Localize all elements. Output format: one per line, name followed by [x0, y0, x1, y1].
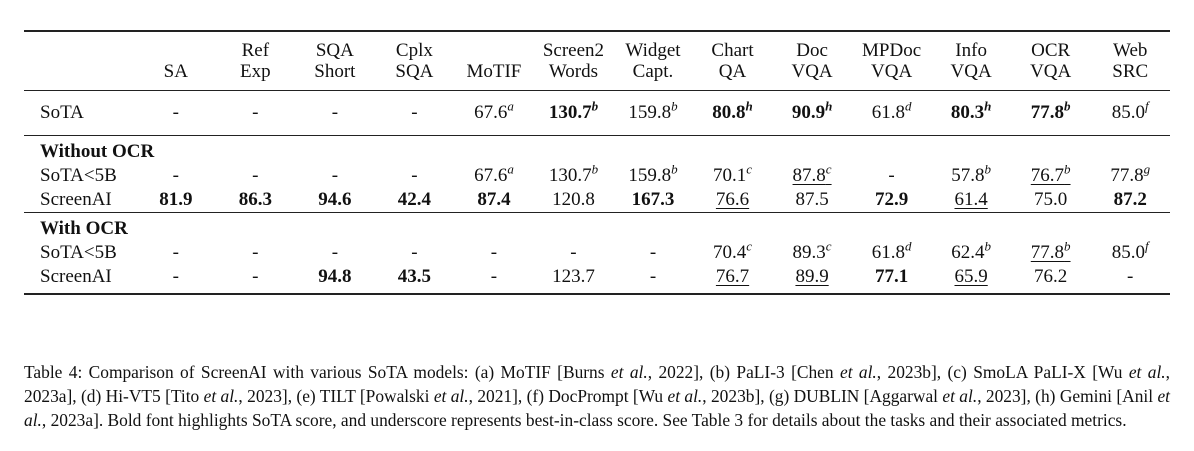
table-cell: [693, 188, 773, 213]
column-header-line1: Ref: [241, 40, 270, 61]
table-cell: [693, 91, 773, 136]
table-cell: [693, 161, 773, 188]
citation-superscript: c: [746, 238, 753, 254]
table-cell: [1090, 188, 1170, 213]
group-row: [24, 213, 1170, 242]
table-cell: [534, 265, 614, 294]
cell-score: [795, 266, 828, 287]
cell-value: -: [252, 242, 259, 263]
cell-score: [332, 165, 338, 186]
cell-value: 86.3: [238, 189, 272, 210]
cell-value: 77.8: [1030, 242, 1065, 263]
column-header: [375, 40, 455, 91]
column-header: [454, 40, 534, 91]
cell-value: -: [331, 102, 339, 123]
citation-superscript: c: [746, 161, 753, 177]
cell-score: [955, 266, 988, 287]
cell-score: [1111, 98, 1149, 123]
citation-superscript: f: [1145, 238, 1149, 254]
cell-score: [332, 242, 338, 263]
cell-score: [318, 189, 351, 210]
cell-value: 70.1: [713, 165, 747, 186]
table-cell: [1011, 238, 1091, 265]
table-cell: [295, 241, 375, 265]
table-cell: [136, 241, 216, 265]
cell-score: [795, 189, 828, 210]
table-cell: [375, 188, 455, 213]
column-header-line1: MPDoc: [862, 40, 922, 61]
citation-superscript: c: [825, 161, 832, 177]
cell-score: [650, 242, 656, 263]
table-cell: [1011, 265, 1091, 294]
cell-value: -: [649, 266, 657, 287]
cell-score: [1111, 238, 1149, 263]
column-header: [1011, 40, 1091, 91]
cell-value: 70.4: [713, 242, 747, 263]
top-rule: [24, 31, 1170, 40]
cell-score: [792, 161, 832, 186]
column-header-line1: SQA: [315, 40, 354, 61]
group-label: With OCR: [24, 213, 1170, 242]
table-cell: [136, 265, 216, 294]
table-cell: [772, 238, 852, 265]
cell-score: [252, 266, 258, 287]
table-cell: [216, 91, 296, 136]
column-header-line2: MoTIF: [466, 61, 522, 82]
table-cell: [1090, 91, 1170, 136]
citation-superscript: f: [1145, 98, 1149, 114]
cell-value: 94.6: [318, 189, 352, 210]
cell-value: 76.7: [715, 266, 750, 287]
cell-score: [951, 161, 991, 186]
citation-superscript: b: [671, 98, 678, 114]
row-label: ScreenAI: [40, 189, 112, 210]
cell-score: [871, 98, 912, 123]
row-label: SoTA<5B: [40, 242, 117, 263]
table-cell: [931, 238, 1011, 265]
cell-value: 87.4: [477, 189, 511, 210]
citation-superscript: d: [904, 98, 912, 114]
cell-score: [712, 98, 753, 123]
column-header: [772, 40, 852, 91]
table-cell: [852, 188, 932, 213]
citation-superscript: a: [507, 161, 514, 177]
column-header-line1: Widget: [625, 40, 681, 61]
caption-text: , 2023], (e) TILT [Powalski: [238, 386, 434, 407]
table-cell: [295, 91, 375, 136]
table-cell: [216, 241, 296, 265]
citation-superscript: b: [984, 238, 991, 254]
cell-value: -: [172, 102, 179, 123]
caption-text: , 2023a]. Bold font highlights SoTA score, and underscore represents best-in-class score. See Table 3 for details about the tasks and their associated metrics.: [41, 410, 1127, 431]
citation-superscript: b: [591, 161, 599, 177]
cell-value: 67.6: [474, 102, 508, 123]
cell-score: [173, 102, 179, 123]
table-cell: [1011, 188, 1091, 213]
column-header-line2: Words: [548, 61, 599, 82]
table-cell: [375, 265, 455, 294]
cell-score: [173, 266, 179, 287]
cell-value: 80.3: [950, 102, 985, 123]
column-header-line2: SA: [163, 61, 188, 82]
citation-superscript: g: [1143, 161, 1151, 177]
cell-score: [955, 189, 988, 210]
table-cell: [613, 265, 693, 294]
caption-text: , 2023a], (d) Hi-VT5 [Tito: [24, 362, 1170, 407]
cell-score: [398, 189, 431, 210]
cell-score: [871, 238, 912, 263]
cell-score: [628, 161, 678, 186]
table-cell: [216, 164, 296, 188]
column-header-line1: Info: [955, 40, 987, 61]
column-header-line2: VQA: [1030, 61, 1072, 82]
cell-score: [548, 98, 599, 123]
cell-score: [632, 189, 675, 210]
cell-score: [477, 189, 510, 210]
table-caption: [24, 360, 1170, 432]
column-header: [136, 40, 216, 91]
cell-score: [875, 266, 908, 287]
cell-score: [713, 161, 753, 186]
column-header: [613, 40, 693, 91]
cell-score: [474, 161, 514, 186]
cell-score: [950, 98, 992, 123]
table-cell: [852, 265, 932, 294]
cell-value: 130.7: [548, 165, 592, 186]
cell-score: [552, 189, 595, 210]
cell-value: -: [411, 165, 418, 186]
cell-value: 77.8: [1110, 165, 1144, 186]
cell-value: 57.8: [951, 165, 985, 186]
table-cell: [534, 161, 614, 188]
results-table: [24, 30, 1170, 295]
table-row: [24, 241, 1170, 265]
cell-value: -: [888, 165, 895, 186]
cell-score: [252, 242, 258, 263]
cell-value: 94.8: [318, 266, 352, 287]
cell-value: -: [252, 102, 259, 123]
caption-italic: et al.: [203, 386, 239, 407]
caption-italic: et al.: [24, 386, 1170, 431]
header-corner: [24, 40, 136, 91]
citation-superscript: b: [591, 98, 599, 114]
cell-score: [491, 266, 497, 287]
cell-score: [398, 266, 431, 287]
column-header: [295, 40, 375, 91]
cell-score: [628, 98, 678, 123]
cell-score: [239, 189, 272, 210]
table-cell: [931, 265, 1011, 294]
cell-value: 89.3: [792, 242, 826, 263]
table-row: [24, 164, 1170, 188]
citation-superscript: d: [904, 238, 912, 254]
citation-superscript: h: [745, 98, 753, 114]
cell-value: 65.9: [954, 266, 988, 287]
table-cell: [1011, 91, 1091, 136]
column-header-line2: Short: [314, 61, 356, 82]
caption-text: Table 4: Comparison of ScreenAI with various SoTA models: (a) MoTIF [Burns: [24, 362, 611, 383]
column-header: [693, 40, 773, 91]
table-cell: [852, 238, 932, 265]
cell-score: [252, 165, 258, 186]
table-cell: [534, 241, 614, 265]
table-cell: [772, 188, 852, 213]
cell-score: [552, 266, 595, 287]
row-label: SoTA: [24, 91, 136, 136]
cell-value: 76.7: [1030, 165, 1065, 186]
table-cell: [772, 161, 852, 188]
table-row: [24, 188, 1170, 213]
cell-value: 87.2: [1113, 189, 1147, 210]
cell-value: -: [649, 242, 657, 263]
cell-score: [1127, 266, 1133, 287]
results-table-container: [24, 30, 1170, 295]
table-cell: [454, 241, 534, 265]
cell-score: [474, 98, 514, 123]
cell-value: 67.6: [474, 165, 508, 186]
group-label: Without OCR: [24, 136, 1170, 165]
citation-superscript: b: [984, 161, 991, 177]
table-cell: [931, 161, 1011, 188]
cell-score: [1114, 189, 1147, 210]
column-header-line2: Capt.: [632, 61, 674, 82]
table-header-row: [24, 40, 1170, 91]
table-cell: [454, 265, 534, 294]
column-header-line2: QA: [718, 61, 747, 82]
column-header-line1: Web: [1113, 40, 1148, 61]
table-cell: [534, 91, 614, 136]
caption-italic: et al.: [433, 386, 469, 407]
column-header-line2: SQA: [395, 61, 434, 82]
column-header-line1: Doc: [796, 40, 828, 61]
cell-score: [318, 266, 351, 287]
cell-value: -: [490, 266, 498, 287]
cell-value: -: [1127, 266, 1134, 287]
cell-value: 130.7: [548, 102, 592, 123]
cell-value: 85.0: [1111, 242, 1146, 263]
cell-value: -: [252, 165, 259, 186]
table-cell: [136, 188, 216, 213]
cell-value: 87.5: [795, 189, 829, 210]
cell-score: [888, 165, 894, 186]
table-body: [24, 91, 1170, 295]
table-cell: [454, 188, 534, 213]
column-header-line2: VQA: [871, 61, 913, 82]
column-header: [534, 40, 614, 91]
cell-score: [875, 189, 908, 210]
cell-value: -: [331, 165, 339, 186]
table-cell: [136, 164, 216, 188]
table-cell: [375, 241, 455, 265]
caption-italic: et al.: [942, 386, 978, 407]
cell-value: 85.0: [1111, 102, 1146, 123]
cell-value: -: [172, 266, 179, 287]
table-cell: [216, 188, 296, 213]
cell-value: 89.9: [795, 266, 829, 287]
cell-score: [548, 161, 599, 186]
cell-value: -: [331, 242, 339, 263]
column-header-line2: Exp: [240, 61, 271, 82]
table-row: [24, 91, 1170, 136]
cell-score: [716, 189, 749, 210]
cell-score: [716, 266, 749, 287]
cell-value: 42.4: [397, 189, 432, 210]
table-cell: [216, 265, 296, 294]
cell-value: 87.8: [792, 165, 826, 186]
table-cell: [613, 241, 693, 265]
row-label: SoTA<5B: [40, 165, 117, 186]
cell-value: -: [490, 242, 498, 263]
cell-score: [570, 242, 576, 263]
table-cell: [613, 91, 693, 136]
table-cell: [1090, 238, 1170, 265]
column-header: [852, 40, 932, 91]
cell-value: 123.7: [552, 266, 595, 287]
column-header: [216, 40, 296, 91]
cell-score: [951, 238, 991, 263]
caption-italic: et al.: [1128, 362, 1166, 383]
cell-value: 43.5: [397, 266, 432, 287]
table-cell: [295, 164, 375, 188]
cell-score: [713, 238, 753, 263]
column-header: [1090, 40, 1170, 91]
cell-score: [1034, 189, 1067, 210]
cell-value: 159.8: [628, 102, 672, 123]
cell-score: [411, 242, 417, 263]
cell-value: -: [252, 266, 259, 287]
table-cell: [1090, 265, 1170, 294]
table-cell: [852, 164, 932, 188]
cell-value: 76.2: [1034, 266, 1068, 287]
cell-score: [332, 102, 338, 123]
column-header-line1: Cplx: [395, 40, 433, 61]
cell-score: [1110, 161, 1151, 186]
column-header-line2: VQA: [950, 61, 992, 82]
cell-value: 61.8: [871, 102, 905, 123]
cell-value: 90.9: [791, 102, 826, 123]
cell-score: [650, 266, 656, 287]
citation-superscript: h: [825, 98, 833, 114]
table-cell: [931, 188, 1011, 213]
citation-superscript: b: [1064, 238, 1071, 254]
column-header-line2: SRC: [1112, 61, 1149, 82]
caption-text: , 2023b], (g) DUBLIN [Aggarwal: [702, 386, 943, 407]
cell-value: 61.8: [871, 242, 905, 263]
citation-superscript: b: [1064, 98, 1071, 114]
caption-italic: et al.: [667, 386, 703, 407]
table-cell: [772, 265, 852, 294]
table-cell: [454, 161, 534, 188]
table-cell: [931, 91, 1011, 136]
table-cell: [136, 91, 216, 136]
cell-value: 75.0: [1034, 189, 1068, 210]
cell-score: [491, 242, 497, 263]
column-header: [931, 40, 1011, 91]
caption-text: , 2023b], (c) SmoLA PaLI-X [Wu: [876, 362, 1129, 383]
group-row: [24, 136, 1170, 165]
column-header-line1: Chart: [711, 40, 754, 61]
table-cell: [454, 91, 534, 136]
cell-value: -: [411, 102, 418, 123]
table-cell: [772, 91, 852, 136]
column-header-line1: Screen2: [542, 40, 605, 61]
caption-italic: et al.: [610, 362, 648, 383]
cell-score: [1034, 266, 1067, 287]
table-cell: [534, 188, 614, 213]
table-row: [24, 265, 1170, 294]
caption-text: , 2022], (b) PaLI-3 [Chen: [647, 362, 840, 383]
cell-score: [252, 102, 258, 123]
cell-value: 77.1: [874, 266, 909, 287]
cell-score: [411, 102, 417, 123]
cell-score: [159, 189, 192, 210]
cell-value: -: [172, 242, 179, 263]
cell-value: 76.6: [715, 189, 750, 210]
caption-italic: et al.: [839, 362, 877, 383]
cell-value: 72.9: [874, 189, 909, 210]
cell-score: [411, 165, 417, 186]
cell-value: 61.4: [954, 189, 988, 210]
cell-value: -: [172, 165, 179, 186]
table-cell: [295, 265, 375, 294]
column-header-line1: OCR: [1031, 40, 1071, 61]
citation-superscript: c: [825, 238, 832, 254]
cell-value: 81.9: [159, 189, 193, 210]
citation-superscript: b: [1064, 161, 1071, 177]
cell-score: [792, 238, 832, 263]
table-cell: [1011, 161, 1091, 188]
cell-score: [791, 98, 833, 123]
table-cell: [693, 265, 773, 294]
cell-score: [1030, 161, 1071, 186]
column-header-line2: VQA: [791, 61, 833, 82]
table-cell: [1090, 161, 1170, 188]
cell-value: -: [411, 242, 418, 263]
cell-value: 120.8: [552, 189, 595, 210]
citation-superscript: b: [671, 161, 678, 177]
table-cell: [375, 91, 455, 136]
table-cell: [613, 188, 693, 213]
cell-value: 80.8: [712, 102, 746, 123]
cell-value: 167.3: [631, 189, 675, 210]
table-cell: [852, 91, 932, 136]
table-cell: [375, 164, 455, 188]
cell-value: 77.8: [1030, 102, 1065, 123]
caption-text: , 2023], (h) Gemini [Anil: [977, 386, 1158, 407]
row-label: ScreenAI: [24, 265, 136, 294]
cell-score: [1030, 238, 1071, 263]
cell-score: [173, 165, 179, 186]
citation-superscript: h: [984, 98, 992, 114]
cell-value: 159.8: [628, 165, 672, 186]
cell-value: 62.4: [951, 242, 985, 263]
citation-superscript: a: [507, 98, 514, 114]
cell-value: -: [570, 242, 577, 263]
table-cell: [613, 161, 693, 188]
caption-text: , 2021], (f) DocPrompt [Wu: [468, 386, 668, 407]
table-cell: [295, 188, 375, 213]
table-cell: [693, 238, 773, 265]
cell-score: [1030, 98, 1071, 123]
cell-score: [173, 242, 179, 263]
